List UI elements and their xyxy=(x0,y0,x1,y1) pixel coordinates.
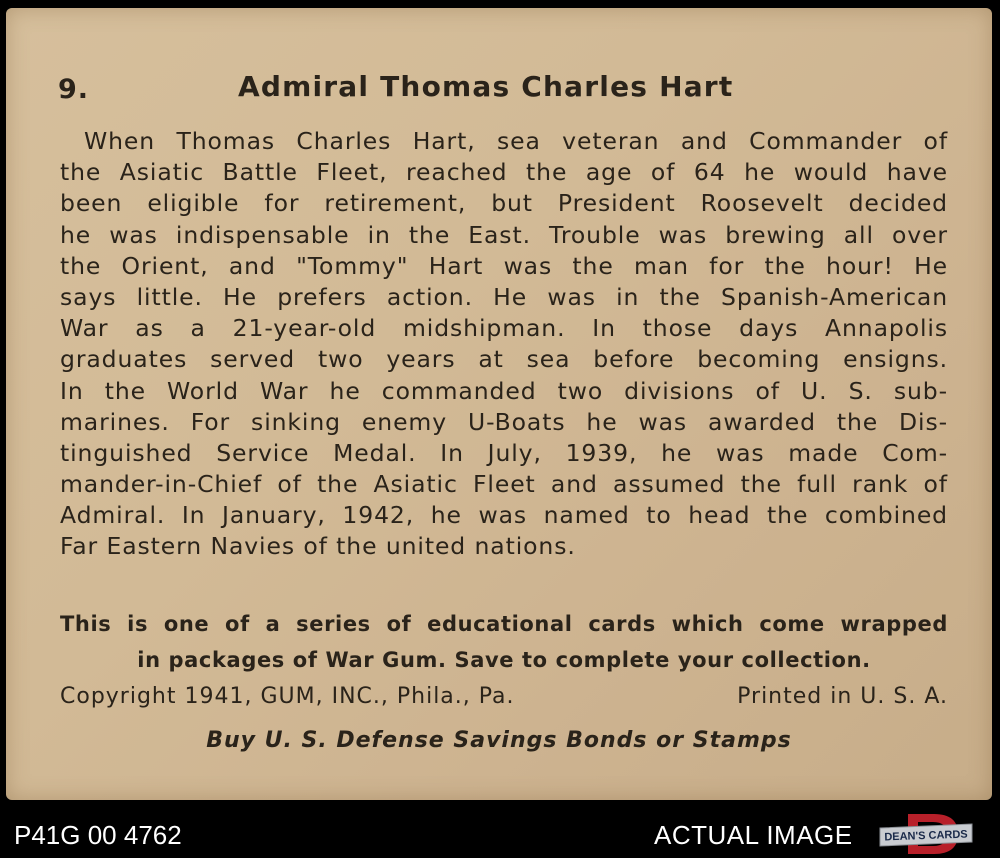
series-notice xyxy=(60,606,948,678)
series-notice-line: This is one of a series of educational cards which come wrapped xyxy=(60,612,948,636)
bio-line: War as a 21-year-old midshipman. In those days Annapolis xyxy=(60,314,948,343)
copyright-text: Copyright 1941, GUM, INC., Phila., Pa. xyxy=(60,684,515,709)
copyright-row xyxy=(60,684,948,716)
bio-line: tinguished Service Medal. In July, 1939, he was made Com- xyxy=(60,438,948,467)
card-number: 9. xyxy=(58,74,90,105)
grading-footer xyxy=(0,810,1000,858)
bio-line: the Asiatic Battle Fleet, reached the age of 64 he would have xyxy=(60,158,948,187)
card-title: Admiral Thomas Charles Hart xyxy=(238,70,734,103)
biography-text xyxy=(60,126,948,563)
series-notice-line: in packages of War Gum. Save to complete your collection. xyxy=(137,648,871,672)
bio-line: been eligible for retirement, but President Roosevelt decided xyxy=(60,189,948,218)
logo-text: DEAN'S CARDS xyxy=(884,828,968,844)
trading-card-back xyxy=(6,8,992,800)
bio-line: Far Eastern Navies of the united nations. xyxy=(60,532,576,561)
cert-number: P41G 00 4762 xyxy=(14,820,182,850)
bio-line: marines. For sinking enemy U-Boats he was awarded the Dis- xyxy=(60,407,948,436)
bio-line: says little. He prefers action. He was in the Spanish-American xyxy=(60,282,948,311)
bio-line: When Thomas Charles Hart, sea veteran and Commander of xyxy=(84,127,948,155)
bio-line: he was indispensable in the East. Trouble was brewing all over xyxy=(60,220,948,249)
deans-cards-logo xyxy=(878,812,974,856)
bio-line: graduates served two years at sea before becoming ensigns. xyxy=(60,345,948,374)
bio-line: the Orient, and "Tommy" Hart was the man for the hour! He xyxy=(60,251,948,280)
actual-image-label: ACTUAL IMAGE xyxy=(654,820,853,850)
printed-in-text: Printed in U. S. A. xyxy=(737,684,948,709)
bio-line: In the World War he commanded two divisions of U. S. sub- xyxy=(60,376,948,405)
bio-line: Admiral. In January, 1942, he was named to head the combined xyxy=(60,501,948,530)
defense-bonds-slogan: Buy U. S. Defense Savings Bonds or Stamps xyxy=(206,728,792,753)
bio-line: mander-in-Chief of the Asiatic Fleet and assumed the full rank of xyxy=(60,470,948,499)
